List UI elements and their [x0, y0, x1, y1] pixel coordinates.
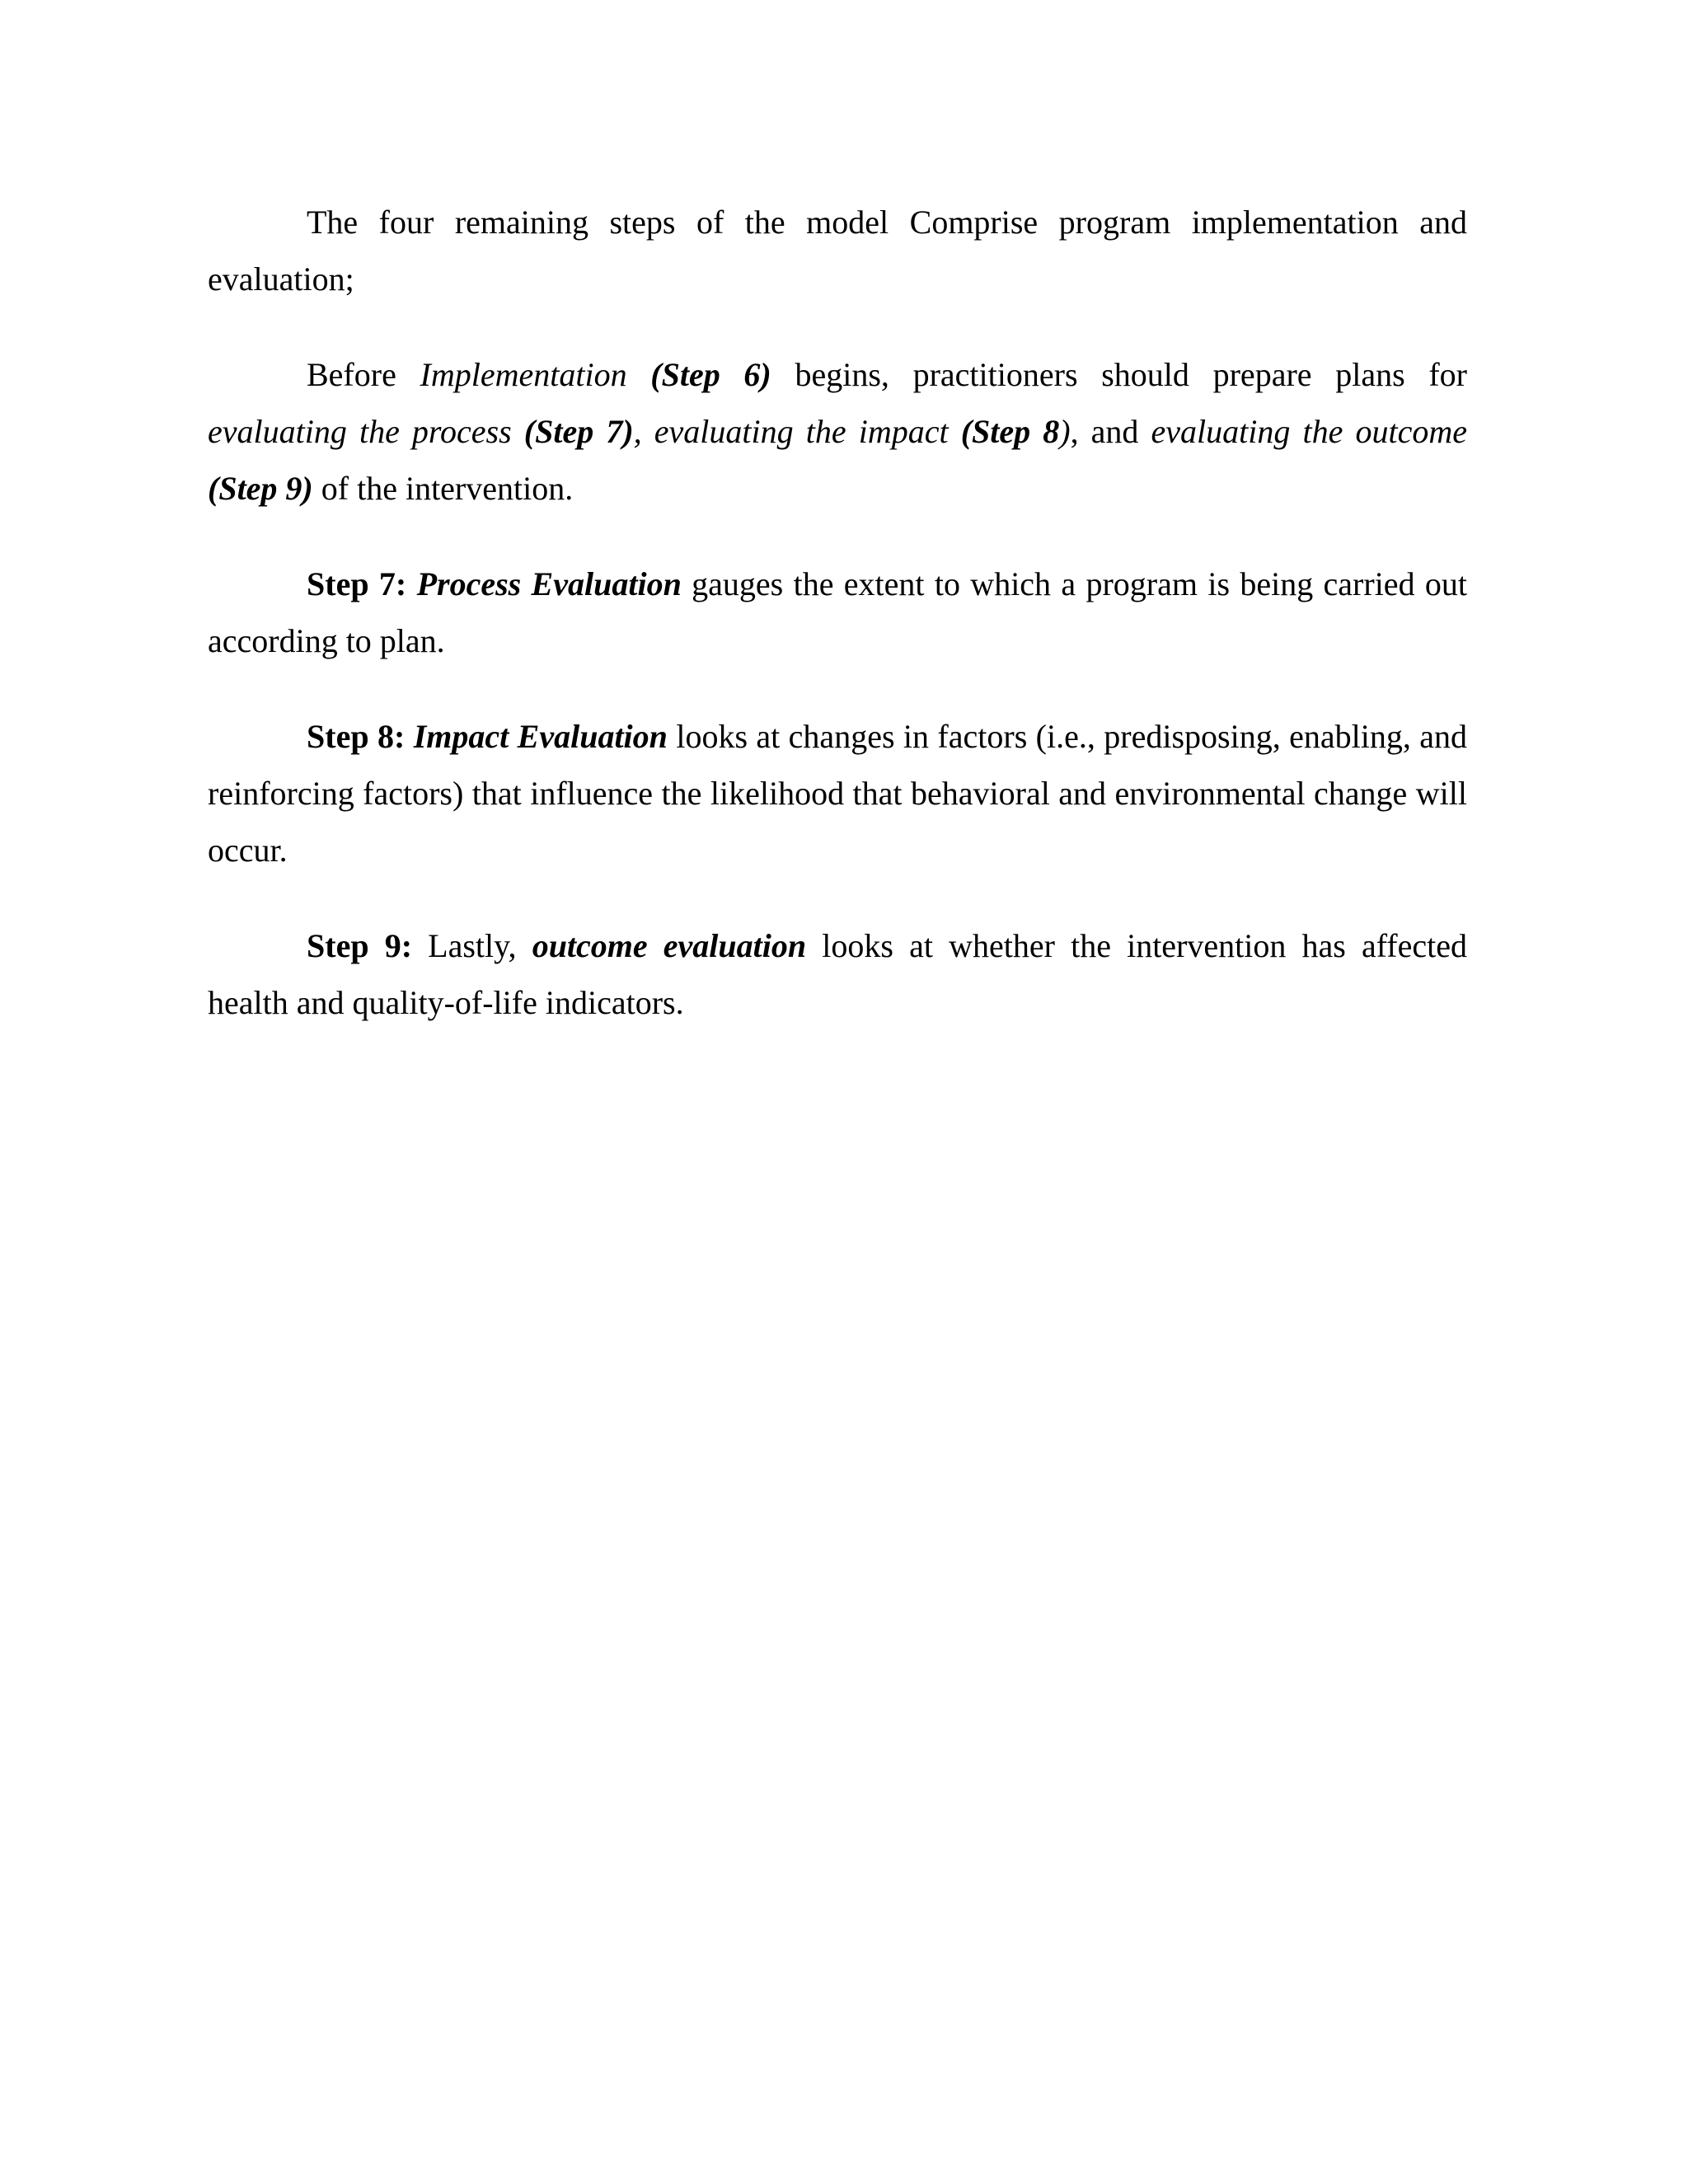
document-page [208, 194, 1467, 1070]
term-implementation: Implementation [420, 356, 651, 393]
term-evaluating-process: evaluating the process [208, 413, 524, 450]
term-outcome-evaluation: outcome evaluation [532, 927, 807, 964]
step-9-label: Step 9: [307, 927, 413, 964]
term-evaluating-impact: , evaluating the impact [633, 413, 961, 450]
step-9-lead: Lastly, [412, 927, 532, 964]
step-9-ref: (Step 9) [208, 470, 313, 507]
step-8-text: looks at changes in factors (i.e., predisposing, enabling, and reinforcing factors) that influence the likelihood that behavioral and environmental change will occur. [208, 718, 1467, 869]
paragraph-step-9 [208, 917, 1467, 1031]
text-run: , and [1070, 413, 1151, 450]
step-7-ref: (Step 7) [523, 413, 634, 450]
term-evaluating-outcome: evaluating the outcome [1151, 413, 1467, 450]
text-run: begins, practitioners should prepare plans for [771, 356, 1467, 393]
intro-text: The four remaining steps of the model Comprise program implementation and evaluation; [208, 204, 1467, 298]
paragraph-implementation [208, 346, 1467, 517]
step-7-text: gauges the extent to which a program is being carried out according to plan. [208, 565, 1468, 659]
step-7-label: Step 7: [307, 565, 407, 602]
step-8-label: Step 8: [307, 718, 406, 755]
step-9-text: looks at whether the intervention has affected health and quality-of-life indicators. [208, 927, 1468, 1021]
paragraph-intro [208, 194, 1467, 307]
paragraph-step-7 [208, 555, 1467, 669]
term-process-evaluation: Process Evaluation [416, 565, 682, 602]
step-8-ref-close: ) [1059, 413, 1071, 450]
step-8-ref: (Step 8 [960, 413, 1060, 450]
paragraph-step-8 [208, 708, 1467, 879]
text-run: of the intervention. [312, 470, 574, 507]
text-run: Before [307, 356, 420, 393]
term-impact-evaluation: Impact Evaluation [413, 718, 668, 755]
step-6-ref: (Step 6) [650, 356, 771, 393]
